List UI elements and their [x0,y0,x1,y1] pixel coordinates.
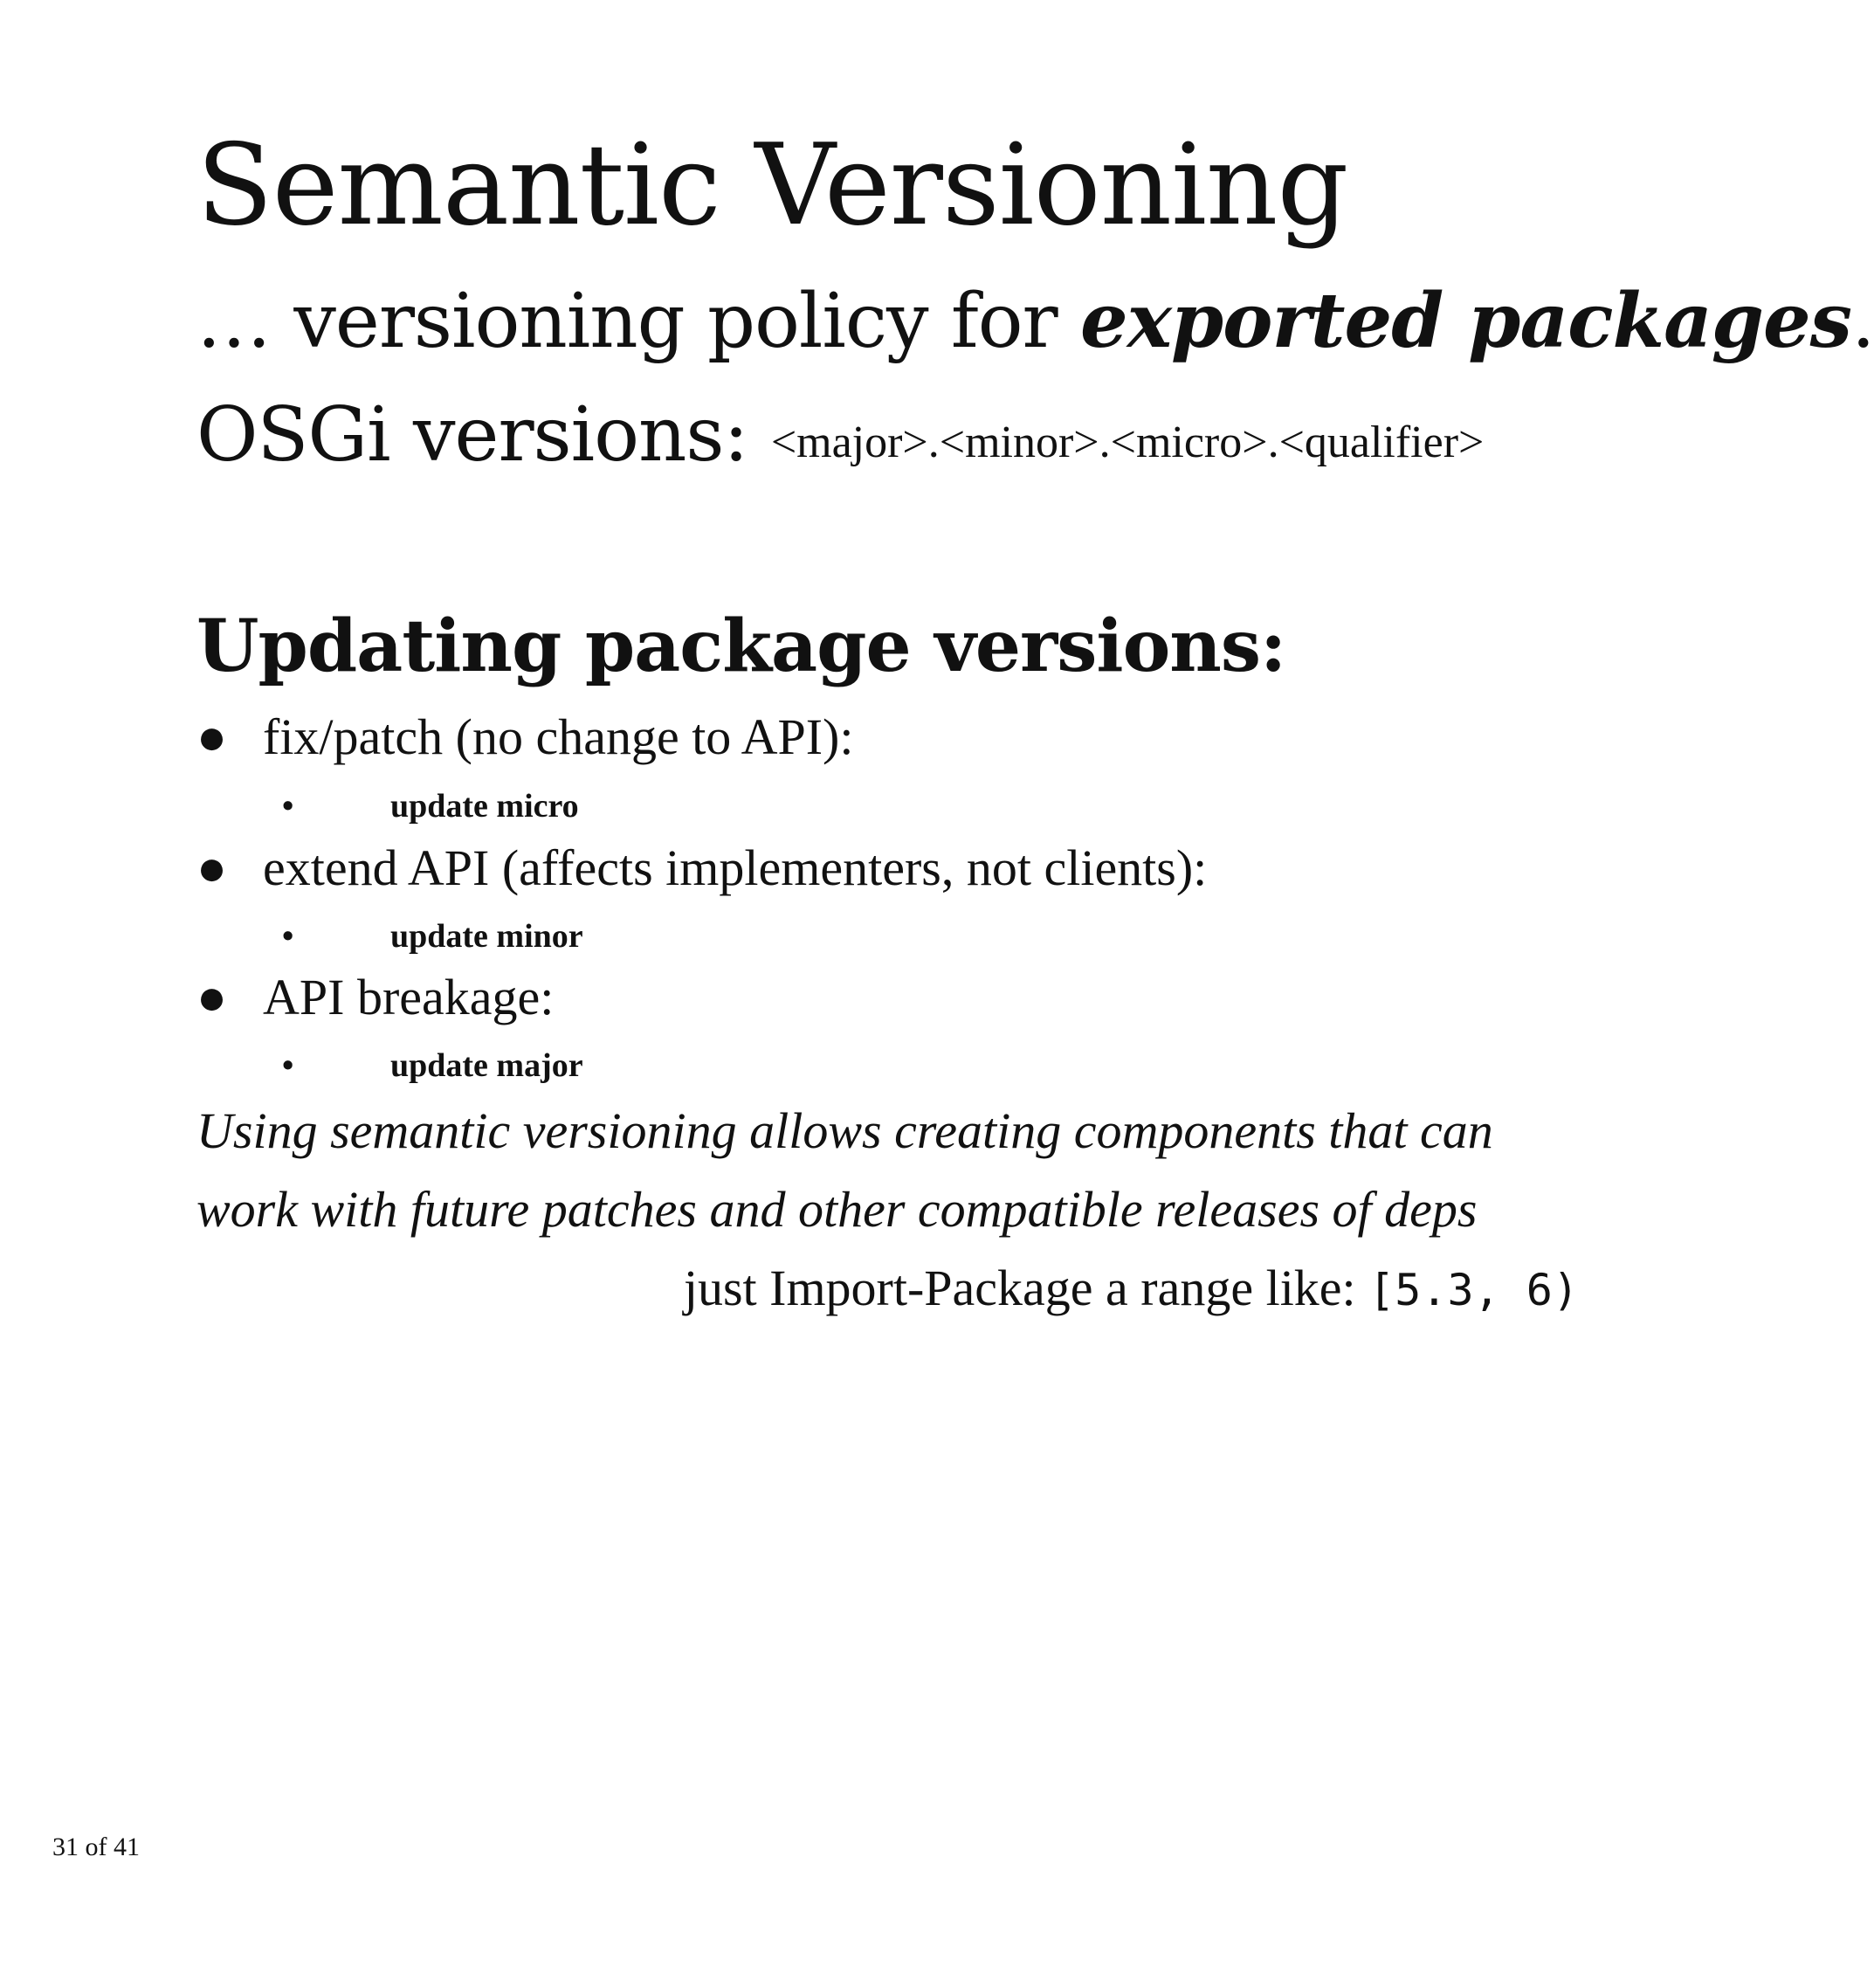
osgi-versions [196,391,1484,487]
sub-bullet-item [282,1043,583,1088]
bullet-dot-icon: ● [196,839,228,896]
note-line-2: work with future patches and other compatible releases of deps [196,1181,1478,1238]
sub-bullet-text: update micro [390,788,579,825]
bullet-text: extend API (affects implementers, not clients): [263,839,1208,896]
bullet-text: API breakage: [263,969,555,1025]
bullet-text: fix/patch (no change to API): [263,708,854,765]
sub-bullet-dot-icon: • [282,1047,294,1084]
subtitle-suffix: . [1851,278,1874,365]
import-range-line [684,1253,1579,1325]
sub-bullet-item [282,914,583,959]
bullet-dot-icon: ● [196,708,228,765]
bullet-item [196,837,1207,900]
sub-bullet-item [282,783,579,829]
sub-bullet-text: update minor [390,918,583,955]
subtitle-emphasis: exported packages [1080,277,1852,365]
osgi-label: OSGi versions: [196,391,771,479]
page-number: 31 of 41 [52,1833,140,1861]
subtitle-prefix: … versioning policy for [196,278,1080,365]
range-prefix: just Import-Package a range like: [683,1260,1369,1316]
bullet-dot-icon: ● [196,969,228,1025]
note-line-1: Using semantic versioning allows creating components that can [196,1102,1493,1159]
osgi-format: <major>.<minor>.<micro>.<qualifier> [770,418,1485,467]
bullet-item [196,706,854,769]
subtitle [196,278,1874,365]
sub-bullet-dot-icon: • [282,788,294,825]
slide-title: Semantic Versioning [196,121,1348,251]
section-heading: Updating package versions: [196,604,1286,688]
bullet-item [196,966,554,1029]
range-code: [5.3, 6) [1368,1265,1579,1315]
sub-bullet-dot-icon: • [282,918,294,955]
sub-bullet-text: update major [390,1047,583,1084]
